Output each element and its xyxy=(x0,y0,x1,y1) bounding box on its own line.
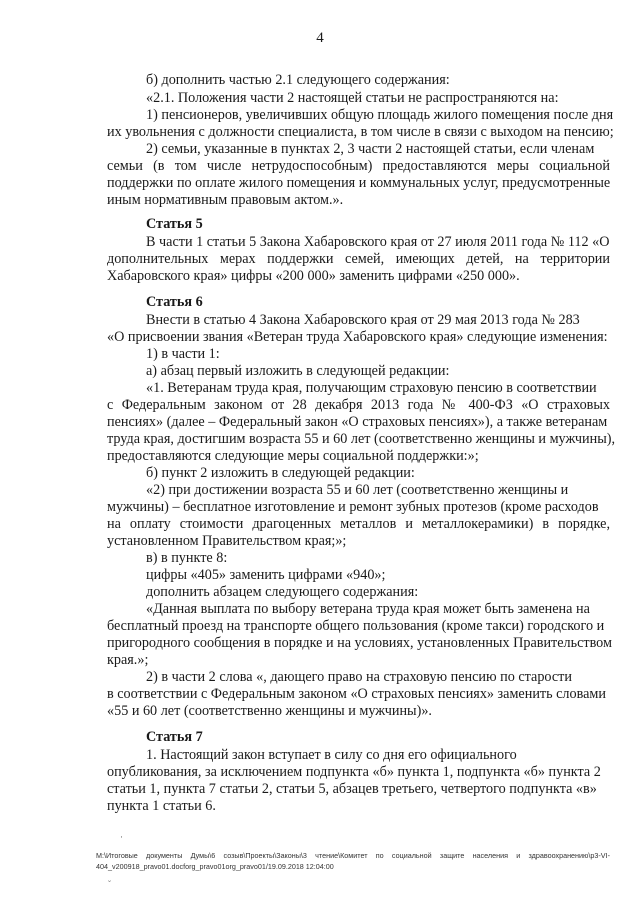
text-line: бесплатный проезд на транспорте общего пользования (кроме такси) городского и xyxy=(107,618,605,634)
text-line: в соответствии с Федеральным законом «О страховых пенсиях» заменить словами xyxy=(107,686,606,702)
text-line: семьи (в том числе нетрудоспособным) предоставляются меры социальной xyxy=(107,158,610,174)
text-line: на оплату стоимости драгоценных металлов и металлокерамики) в порядке, xyxy=(107,516,610,532)
text-line: дополнительных мерах поддержки семей, имеющих детей, на территории xyxy=(107,251,610,267)
text-line: «О присвоении звания «Ветеран труда Хабаровского края» следующие изменения: xyxy=(107,329,608,345)
text-line: «1. Ветеранам труда края, получающим страховую пенсию в соответствии xyxy=(146,380,597,396)
text-line: В части 1 статьи 5 Закона Хабаровского края от 27 июля 2011 года № 112 «О xyxy=(146,234,610,250)
text-line: предоставляются следующие меры социальной поддержки:»; xyxy=(107,448,479,464)
text-line: 1) пенсионеров, увеличивших общую площадь жилого помещения после дня xyxy=(146,107,614,123)
text-line: Внести в статью 4 Закона Хабаровского края от 29 мая 2013 года № 283 xyxy=(146,312,580,328)
text-line: «55 и 60 лет (соответственно женщины и мужчины)». xyxy=(107,703,432,719)
text-line: дополнить абзацем следующего содержания: xyxy=(146,584,419,600)
text-line: их увольнения с должности специалиста, в том числе в связи с выходом на пенсию; xyxy=(107,124,614,140)
scan-mark: · xyxy=(120,832,123,842)
text-line: а) абзац первый изложить в следующей редакции: xyxy=(146,363,450,379)
page-number: 4 xyxy=(316,30,324,46)
text-line: «2.1. Положения части 2 настоящей статьи не распространяются на: xyxy=(146,90,559,106)
footer-path-line-1: M:\Итоговые документы Думы\6 созыв\Проекты\Законы\3 чтение\Комитет по социальной защите населения и здравоохранению\p3-VI- xyxy=(96,851,610,860)
text-line: установленном Правительством края;»; xyxy=(107,533,347,549)
text-line: в) в пункте 8: xyxy=(146,550,228,566)
text-line: 2) семьи, указанные в пунктах 2, 3 части 2 настоящей статьи, если членам xyxy=(146,141,595,157)
article-heading: Статья 7 xyxy=(146,729,203,745)
text-line: цифры «405» заменить цифрами «940»; xyxy=(146,567,386,583)
text-line: «Данная выплата по выбору ветерана труда края может быть заменена на xyxy=(146,601,590,617)
text-line: поддержки по оплате жилого помещения и коммунальных услуг, предусмотренные xyxy=(107,175,611,191)
text-line: пенсиях» (далее – Федеральный закон «О страховых пенсиях»), а также ветеранам xyxy=(107,414,608,430)
text-line: иным нормативным правовым актом.». xyxy=(107,192,344,208)
text-line: 1. Настоящий закон вступает в силу со дня его официального xyxy=(146,747,517,763)
text-line: 1) в части 1: xyxy=(146,346,220,362)
footer-path-line-2: 404_v200918_pravo01.docforg_pravo01org_pravo01/19.09.2018 12:04:00 xyxy=(96,862,334,871)
text-line: б) дополнить частью 2.1 следующего содержания: xyxy=(146,72,450,88)
text-line: края.»; xyxy=(107,652,149,668)
text-line: опубликования, за исключением подпункта «б» пункта 1, подпункта «б» пункта 2 xyxy=(107,764,601,780)
article-heading: Статья 5 xyxy=(146,216,203,232)
text-line: с Федеральным законом от 28 декабря 2013 года № 400-ФЗ «О страховых xyxy=(107,397,610,413)
text-line: статьи 1, пункта 7 статьи 2, статьи 5, абзацев третьего, четвертого подпункта «в» xyxy=(107,781,597,797)
text-line: пункта 1 статьи 6. xyxy=(107,798,216,814)
text-line: мужчины) – бесплатное изготовление и ремонт зубных протезов (кроме расходов xyxy=(107,499,599,515)
text-line: Хабаровского края» цифры «200 000» заменить цифрами «250 000». xyxy=(107,268,520,284)
scan-mark: ˘ xyxy=(108,879,111,889)
text-line: пригородного сообщения в порядке и на условиях, установленных Правительством xyxy=(107,635,612,651)
article-heading: Статья 6 xyxy=(146,294,203,310)
text-line: «2) при достижении возраста 55 и 60 лет (соответственно женщины и xyxy=(146,482,569,498)
text-line: 2) в части 2 слова «, дающего право на страховую пенсию по старости xyxy=(146,669,572,685)
text-line: б) пункт 2 изложить в следующей редакции: xyxy=(146,465,415,481)
text-line: труда края, достигшим возраста 55 и 60 лет (соответственно женщины и мужчины), xyxy=(107,431,616,447)
